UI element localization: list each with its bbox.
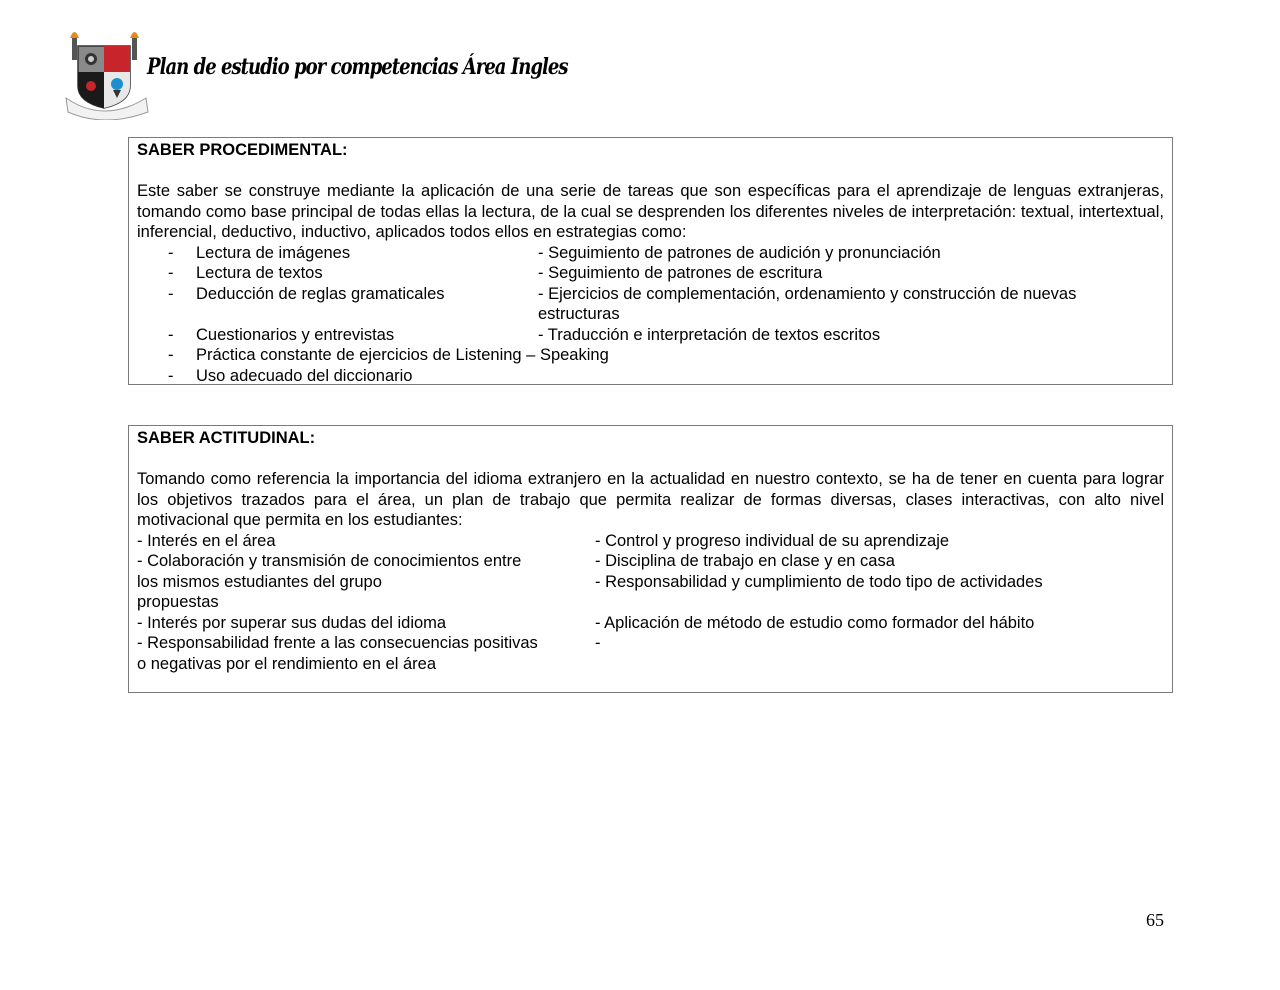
list-item-right: - Seguimiento de patrones de audición y pronunciación [538,243,941,262]
list-row-left: - Colaboración y transmisión de conocimientos entre [137,552,522,570]
saber-actitudinal-section [128,425,1173,693]
list-row [137,531,1164,552]
list-item-right: - Ejercicios de complementación, ordenamiento y construcción de nuevas estructuras [538,284,1077,323]
list-item: - Cuestionarios y entrevistas - Traducción e interpretación de textos escritos [168,325,881,344]
list-item-right: - Seguimiento de patrones de escritura [538,264,823,282]
list-row-left: - Responsabilidad frente a las consecuencias positivas [137,634,538,652]
list-row [137,551,1164,572]
list-item-left: Práctica constante de ejercicios de Listening – Speaking [196,346,609,364]
section-title: SABER ACTITUDINAL: [137,429,316,447]
list-item: - Uso adecuado del diccionario [168,366,413,385]
list-item-left: Cuestionarios y entrevistas [196,325,395,344]
list-item: - Práctica constante de ejercicios de Listening – Speaking [168,346,609,364]
page-header [64,28,664,124]
section-paragraph: Tomando como referencia la importancia del idioma extranjero en la actualidad en nuestro contexto, se ha de tener en cuenta para lograr los objetivos trazados para el área, un plan de trabajo que permita realizar de formas diversas, clases interactivas, con alto nivel motivacional que permita en los estudiantes: [137,470,1164,529]
list-row-right: - Responsabilidad y cumplimiento de todo tipo de actividades [595,572,1043,591]
list-item-left: Deducción de reglas gramaticales [196,284,445,303]
list-item: - Lectura de textos - Seguimiento de patrones de escritura [168,264,823,282]
list-row-right: - Disciplina de trabajo en clase y en casa [595,552,895,570]
list-row [137,633,1164,654]
list-row [137,654,1164,675]
list-row-left: propuestas [137,593,219,611]
list-row-left: - Interés en el área [137,531,276,550]
list-row-right: - [595,634,601,652]
saber-procedimental-section [128,137,1173,385]
list-row-left: - Interés por superar sus dudas del idioma [137,613,447,632]
page-number: 65 [1146,910,1164,930]
list-row-left: los mismos estudiantes del grupo [137,572,382,591]
list-item-left: Lectura de imágenes [196,243,351,262]
list-item-left: Uso adecuado del diccionario [196,366,413,385]
section-title: SABER PROCEDIMENTAL: [137,141,348,159]
list-item: - Deducción de reglas gramaticales - Ejercicios de complementación, ordenamiento y construcción de nuevas estructuras [137,284,1164,325]
list-row [137,592,1164,613]
list-row-right: - Aplicación de método de estudio como formador del hábito [595,613,1035,632]
document-title: Plan de estudio por competencias Área Ingles [147,54,568,80]
list-row-left: o negativas por el rendimiento en el área [137,654,437,673]
list-row [137,572,1164,593]
list-row [137,613,1164,634]
section-paragraph: Este saber se construye mediante la aplicación de una serie de tareas que son específicas para el aprendizaje de lenguas extranjeras, tomando como base principal de todas ellas la lectura, de la cual se desprenden los diferentes niveles de interpretación: textual, intertextual, inferencial, deductivo, inductivo, aplicados todos ellos en estrategias como: [137,182,1164,241]
list-row-right: - Control y progreso individual de su aprendizaje [595,531,950,550]
list-item: - Lectura de imágenes - Seguimiento de patrones de audición y pronunciación [168,243,941,262]
list-item-right: - Traducción e interpretación de textos escritos [538,325,881,344]
list-item-left: Lectura de textos [196,264,323,282]
school-crest-logo [64,28,154,120]
